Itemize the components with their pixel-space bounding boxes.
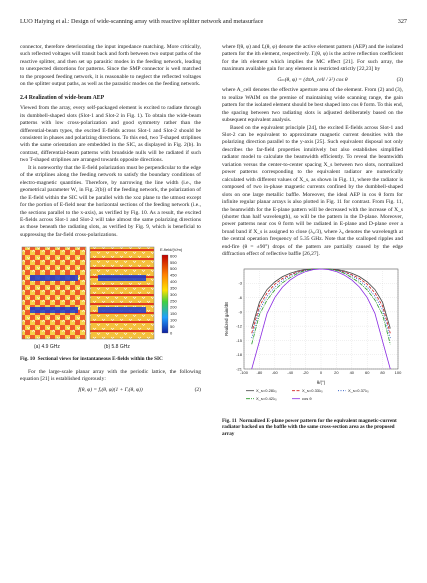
running-title: LUO Haiying et al.: Design of wide-scanning array with reactive splitter network and metasurface <box>20 18 264 25</box>
legend-label: X_s=0.33λ₀ <box>302 387 323 393</box>
colorbar-tick-label: 350 <box>170 285 177 291</box>
y-tick-label: -15 <box>236 337 242 343</box>
paragraph: where A_cell denotes the effective aperture area of the element. From (2) and (3), to realize WAIM on the premise of maintaining wide scanning range, the gain pattern for the isolated element should be best shaped into cos θ form. To this end, the spacing between two radiating slots is adjusted deliberately based on the subsequent equivalent analysis. <box>222 87 404 124</box>
page-number: 327 <box>397 18 407 25</box>
x-tick-label: -60 <box>271 369 278 375</box>
equation-3: Gₘ(θ, φ) = (4πA_cell / λ²) cos θ (3) <box>277 76 403 83</box>
colorbar-tick-label: 200 <box>170 305 177 311</box>
y-tick-label: -18 <box>236 351 242 357</box>
y-tick-label: -3 <box>238 280 242 286</box>
x-tick-label: 60 <box>364 369 370 375</box>
legend-label: X_s=0.28λ₀ <box>256 387 277 393</box>
x-tick-label: 0 <box>319 369 323 375</box>
legend-label: X_s=0.42λ₀ <box>256 395 277 401</box>
paragraph: connector, therefore deteriorating the input impedance matching. More critically, such reflected voltages will transit back and forth between two output paths of the reactive splitter, and then set up parasitic modes in the feeding network, leading to unexpected distortions for patterns. Since the SMP connector is well matched to the proposed feeding network, it is reasonable to neglect the reflected voltages on the splitter output paths, as well as the parasitic modes on the feeding network. <box>20 44 201 88</box>
section-heading: 2.4 Realization of wide-beam AEP <box>20 94 105 101</box>
x-tick-label: -40 <box>287 369 294 375</box>
x-tick-label: -80 <box>256 369 263 375</box>
colorbar <box>162 255 168 333</box>
x-tick-label: -100 <box>239 369 249 375</box>
colorbar-tick-label: 50 <box>170 324 175 330</box>
colorbar-tick-label: 300 <box>170 292 177 298</box>
colorbar-tick-label: 450 <box>170 272 177 278</box>
paragraph: Based on the equivalent principle [24], the excited E-fields across Slot-1 and Slot-2 can be equivalent to approximate magnetic current densities with the polarizing direction parallel to the y-axis [25]. Such equivalent disposal not only describes the far-field properties intuitively but also establishes simplified radiator model to calculate the beamwidth efficiently. To reveal the beamwidth variation versus the center-to-center spacing X_s between two slots, normalized power patterns corresponding to the equivalent radiator are numerically calculated with different values of X_s, as shown in Fig. 11, where the radiator is composed of two in-phase magnetic currents confined by the dumbbell-shaped slots on one large metallic baffle. Moreover, the ideal AEP in cos θ form for infinite regular planar arrays is also plotted in Fig. 11 for contrast. From Fig. 11, the beamwidth for the E-plane pattern will be decreased with the increase of X_s (shorter than half wavelength), so will be the pattern in the D-plane. Moreover, power patterns near cos θ form will be radiated in E-plane and D-plane over a broad band if X_s is assigned to close (λ₀/3), where λ₀ denotes the wavelength at the central operation frequency of 5.35 GHz. Note that the scalloped ripples and end-fire (θ = ±90°) drops of the pattern are partially caused by the edge diffraction effect of reflective baffle [26,27]. <box>222 124 403 258</box>
y-tick-label: -9 <box>238 308 242 314</box>
paragraph: For the large-scale planar array with the periodic lattice, the following equation [21] is established rigorously: <box>20 368 201 383</box>
x-tick-label: 100 <box>394 369 402 375</box>
left-column <box>20 44 201 397</box>
y-tick-label: -21 <box>236 366 242 372</box>
colorbar-tick-label: 150 <box>170 311 177 317</box>
colorbar-unit: E-field/(V/m) <box>160 247 183 253</box>
x-tick-label: -20 <box>302 369 309 375</box>
colorbar-tick-label: 550 <box>170 260 177 266</box>
x-tick-label: 80 <box>380 369 385 375</box>
equation-2: f(θ, φ) = fₑ(θ, φ)(1 + Γᵢ(θ, φ)) (2) <box>78 386 201 393</box>
paragraph: where f(θ, φ) and fₑ(θ, φ) denote the active element pattern (AEP) and the isolated pattern for the ith element, respectively. Γᵢ(θ, φ) is the active reflection coefficient for the ith element which implies the MC effect [21]. For such array, the maximum available gain for any element is restricted strictly [22,23] by <box>222 44 403 73</box>
figure-11-caption: Fig. 11 Normalized E-plane power pattern for the equivalent magnetic-current radiator backed on the baffle with the same cross-section area as the proposed array <box>222 417 397 437</box>
colorbar-tick-label: 400 <box>170 279 177 285</box>
legend-label: X_s=0.37λ₀ <box>348 387 369 393</box>
paragraph: Viewed from the array, every self-packaged element is excited to radiate through its dumbbell-shaped slots (Slot-1 and Slot-2 in Fig. 1). To obtain the wide-beam patterns with low cross-polarization and good symmetry rather than the differential-beam types, the excited E-fields across Slot-1 and Slot-2 should be consistent in phases and polarizing directions. To this end, two T-shaped striplines with the same orientation are embedded in the SIC, as displayed in Fig. 2(b). In contrast, differential-beam patterns with broadside nulls will be radiated if such two T-shaped striplines are arranged towards opposite directions. <box>20 105 201 164</box>
x-tick-label: 40 <box>349 369 355 375</box>
colorbar-tick-label: 250 <box>170 298 177 304</box>
colorbar-tick-label: 600 <box>170 253 177 259</box>
x-axis-label: θ/(°) <box>316 379 326 385</box>
colorbar-tick-label: 500 <box>170 266 177 272</box>
y-axis-label: Realized gain/dB <box>224 301 229 336</box>
page-header <box>20 18 407 32</box>
power-pattern-chart <box>222 265 403 415</box>
y-tick-label: -12 <box>236 323 242 329</box>
y-tick-label: -6 <box>238 294 242 300</box>
colorbar-tick-label: 0 <box>170 330 173 336</box>
right-column <box>222 44 403 437</box>
figure-10 <box>20 245 201 353</box>
figure-10-caption: Fig. 10 Sectional views for instantaneous E-fields within the SIC <box>20 356 163 363</box>
x-tick-label: 20 <box>334 369 339 375</box>
subfigure-a-label: (a) 4.9 GHz <box>34 344 60 351</box>
legend-label: cos θ <box>302 395 312 401</box>
figure-11 <box>222 265 403 415</box>
subfigure-b-label: (b) 5.8 GHz <box>104 344 130 351</box>
colorbar-tick-label: 100 <box>170 317 177 323</box>
paragraph: It is noteworthy that the E-field polarization must be perpendicular to the edge of the striplines along the feeding network to satisfy the boundary conditions of electro-magnetic quantities. Therefore, by narrowing the line width (i.e., the geometrical parameter W₁ in Fig. 2(b)) of the feeding network, the polarization of the E-field within the SIC will be parallel with the xoz plane to the utmost except for the portion of E-field near the horizontal sections of the feeding network (i.e., the sections parallel to the x-axis), as verified by Fig. 10. As a result, the excited E-fields across Slot-1 and Slot-2 will take almost the same polarizing directions as those beneath the radiating slots, as verified by Fig. 9, which is beneficial to suppressing the far-field cross-polarizations. <box>20 164 201 238</box>
efield-sections-figure <box>20 245 201 353</box>
